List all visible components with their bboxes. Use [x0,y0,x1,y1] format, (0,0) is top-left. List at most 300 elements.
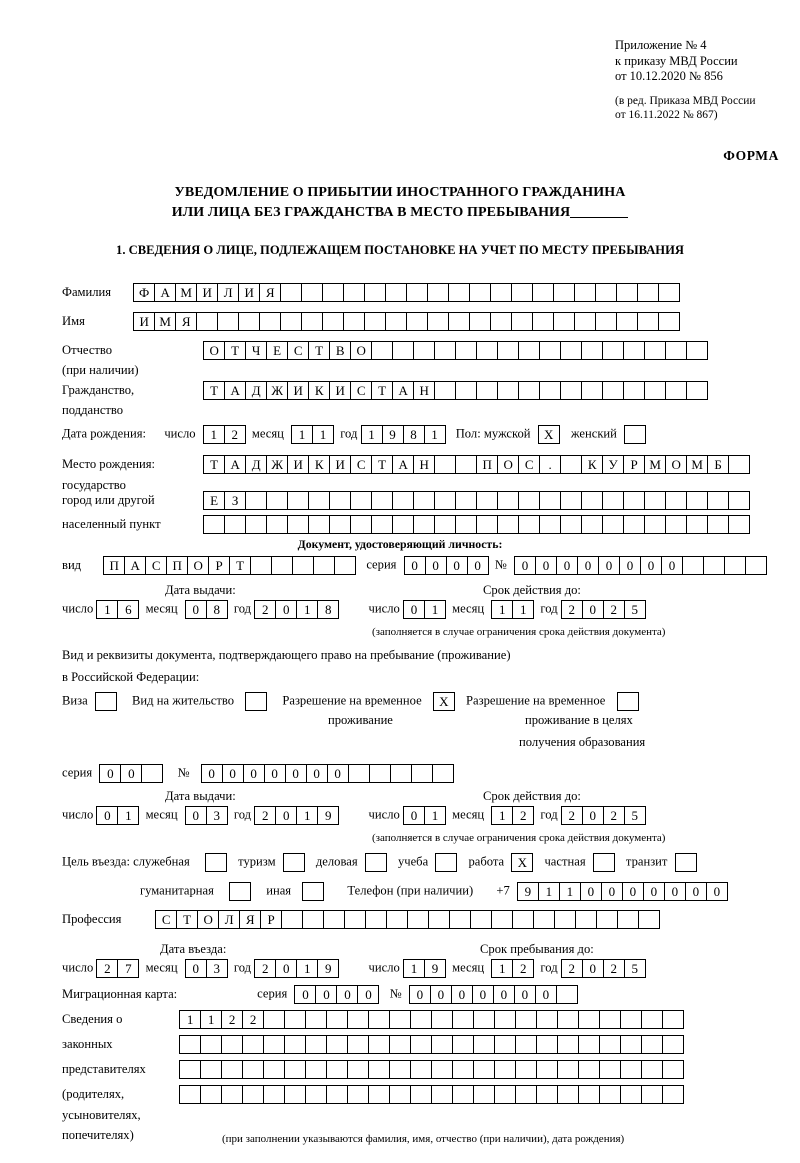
char-cell[interactable] [238,312,260,331]
char-cell[interactable] [578,1010,600,1029]
char-cell[interactable] [179,1060,201,1079]
char-cell[interactable]: 2 [221,1010,243,1029]
char-cell[interactable] [410,1060,432,1079]
char-cell[interactable]: 2 [254,959,276,978]
char-cell[interactable]: С [350,455,372,474]
char-cell[interactable] [455,515,477,534]
char-cell[interactable] [644,341,666,360]
char-cell[interactable] [322,312,344,331]
char-cell[interactable] [242,1035,264,1054]
char-cell[interactable] [533,910,555,929]
char-cell[interactable] [431,1060,453,1079]
char-cell[interactable] [448,312,470,331]
char-cell[interactable] [686,381,708,400]
char-cell[interactable]: Д [245,381,267,400]
char-cell[interactable] [301,283,323,302]
char-cell[interactable]: А [154,283,176,302]
char-cell[interactable] [497,491,519,510]
char-cell[interactable]: 0 [706,882,728,901]
char-cell[interactable]: 0 [185,806,207,825]
char-cell[interactable] [392,341,414,360]
char-cell[interactable]: Л [217,283,239,302]
char-cell[interactable] [263,1010,285,1029]
char-cell[interactable] [245,515,267,534]
char-cell[interactable] [599,1060,621,1079]
char-cell[interactable]: Т [203,381,225,400]
char-cell[interactable] [322,283,344,302]
char-cell[interactable] [620,1035,642,1054]
char-cell[interactable] [455,455,477,474]
char-cell[interactable]: З [224,491,246,510]
char-cell[interactable]: Т [203,455,225,474]
char-cell[interactable] [200,1060,222,1079]
char-cell[interactable]: 0 [582,806,604,825]
char-cell[interactable] [595,283,617,302]
char-cell[interactable] [515,1060,537,1079]
char-cell[interactable]: 3 [206,806,228,825]
char-cell[interactable] [581,491,603,510]
char-cell[interactable] [350,515,372,534]
sex-male-checkbox[interactable]: Х [538,425,560,444]
char-cell[interactable] [539,491,561,510]
char-cell[interactable] [665,381,687,400]
char-cell[interactable]: 6 [117,600,139,619]
rep-input-3[interactable] [179,1060,683,1079]
char-cell[interactable]: 1 [296,959,318,978]
char-cell[interactable] [263,1035,285,1054]
birthplace-input-1[interactable] [203,455,749,474]
char-cell[interactable] [539,341,561,360]
char-cell[interactable] [557,1010,579,1029]
char-cell[interactable]: А [224,381,246,400]
char-cell[interactable]: 0 [403,600,425,619]
char-cell[interactable]: Т [371,381,393,400]
char-cell[interactable] [515,1085,537,1104]
char-cell[interactable]: М [644,455,666,474]
char-cell[interactable]: И [133,312,155,331]
char-cell[interactable] [494,1035,516,1054]
char-cell[interactable] [344,910,366,929]
char-cell[interactable] [281,910,303,929]
char-cell[interactable]: С [518,455,540,474]
char-cell[interactable]: 9 [317,959,339,978]
char-cell[interactable] [724,556,746,575]
entry-year-input[interactable] [254,959,338,978]
char-cell[interactable] [245,491,267,510]
char-cell[interactable]: 0 [472,985,494,1004]
char-cell[interactable]: Н [413,381,435,400]
char-cell[interactable] [284,1010,306,1029]
char-cell[interactable]: О [665,455,687,474]
char-cell[interactable]: 1 [200,1010,222,1029]
char-cell[interactable]: И [329,381,351,400]
char-cell[interactable]: А [392,381,414,400]
char-cell[interactable] [703,556,725,575]
char-cell[interactable] [386,910,408,929]
char-cell[interactable]: Я [175,312,197,331]
char-cell[interactable] [536,1010,558,1029]
char-cell[interactable]: М [154,312,176,331]
char-cell[interactable]: П [166,556,188,575]
char-cell[interactable]: М [175,283,197,302]
char-cell[interactable]: В [329,341,351,360]
char-cell[interactable] [371,515,393,534]
char-cell[interactable] [553,312,575,331]
char-cell[interactable] [141,764,163,783]
char-cell[interactable] [347,1060,369,1079]
char-cell[interactable] [602,341,624,360]
char-cell[interactable] [491,910,513,929]
char-cell[interactable] [596,910,618,929]
char-cell[interactable]: 1 [491,959,513,978]
char-cell[interactable] [389,1060,411,1079]
rep-input-4[interactable] [179,1085,683,1104]
char-cell[interactable] [707,515,729,534]
char-cell[interactable]: С [155,910,177,929]
char-cell[interactable]: Ч [245,341,267,360]
char-cell[interactable] [476,381,498,400]
char-cell[interactable] [476,491,498,510]
char-cell[interactable] [284,1035,306,1054]
stay-doc-issue-month-input[interactable] [185,806,227,825]
char-cell[interactable] [470,910,492,929]
char-cell[interactable] [518,491,540,510]
char-cell[interactable] [434,381,456,400]
char-cell[interactable] [574,283,596,302]
char-cell[interactable] [473,1010,495,1029]
char-cell[interactable]: 9 [382,425,404,444]
purpose-study-checkbox[interactable] [435,853,457,872]
char-cell[interactable] [637,312,659,331]
char-cell[interactable]: 7 [117,959,139,978]
char-cell[interactable] [557,1085,579,1104]
char-cell[interactable] [347,1010,369,1029]
char-cell[interactable] [305,1010,327,1029]
char-cell[interactable]: 0 [185,600,207,619]
patronymic-input[interactable] [203,341,707,360]
stay-doc-issue-day-input[interactable] [96,806,138,825]
char-cell[interactable]: 1 [291,425,313,444]
citizenship-input[interactable] [203,381,707,400]
char-cell[interactable] [490,312,512,331]
char-cell[interactable]: И [287,381,309,400]
char-cell[interactable]: 1 [424,425,446,444]
char-cell[interactable] [271,556,293,575]
char-cell[interactable] [179,1035,201,1054]
char-cell[interactable] [658,312,680,331]
char-cell[interactable] [602,491,624,510]
char-cell[interactable] [287,515,309,534]
char-cell[interactable]: 0 [285,764,307,783]
char-cell[interactable] [326,1010,348,1029]
char-cell[interactable] [302,910,324,929]
char-cell[interactable] [665,341,687,360]
char-cell[interactable] [368,1035,390,1054]
char-cell[interactable] [575,910,597,929]
char-cell[interactable]: 0 [664,882,686,901]
char-cell[interactable] [284,1060,306,1079]
char-cell[interactable]: 0 [243,764,265,783]
char-cell[interactable]: Ф [133,283,155,302]
char-cell[interactable] [518,381,540,400]
char-cell[interactable]: 0 [96,806,118,825]
char-cell[interactable] [427,283,449,302]
char-cell[interactable] [658,283,680,302]
char-cell[interactable] [200,1035,222,1054]
char-cell[interactable] [200,1085,222,1104]
stay-doc-valid-day-input[interactable] [403,806,445,825]
char-cell[interactable]: 2 [561,600,583,619]
char-cell[interactable]: 2 [96,959,118,978]
char-cell[interactable]: П [476,455,498,474]
char-cell[interactable] [536,1085,558,1104]
char-cell[interactable] [371,341,393,360]
char-cell[interactable] [392,491,414,510]
char-cell[interactable] [284,1085,306,1104]
char-cell[interactable]: 0 [306,764,328,783]
stay-doc-valid-month-input[interactable] [491,806,533,825]
char-cell[interactable] [410,1010,432,1029]
char-cell[interactable] [662,1085,684,1104]
char-cell[interactable] [203,515,225,534]
char-cell[interactable] [280,312,302,331]
char-cell[interactable]: 0 [514,556,536,575]
char-cell[interactable]: 1 [296,600,318,619]
char-cell[interactable]: 1 [403,959,425,978]
char-cell[interactable] [556,985,578,1004]
char-cell[interactable] [343,312,365,331]
char-cell[interactable]: 0 [99,764,121,783]
char-cell[interactable] [323,910,345,929]
char-cell[interactable]: 1 [559,882,581,901]
char-cell[interactable]: Е [266,341,288,360]
migration-card-series-input[interactable] [294,985,378,1004]
char-cell[interactable] [644,515,666,534]
char-cell[interactable]: 0 [619,556,641,575]
char-cell[interactable]: А [224,455,246,474]
char-cell[interactable] [364,283,386,302]
char-cell[interactable] [407,910,429,929]
char-cell[interactable]: 1 [96,600,118,619]
char-cell[interactable] [434,515,456,534]
char-cell[interactable]: Т [371,455,393,474]
char-cell[interactable]: 2 [603,600,625,619]
char-cell[interactable] [638,910,660,929]
char-cell[interactable]: Л [218,910,240,929]
char-cell[interactable]: 9 [424,959,446,978]
char-cell[interactable] [473,1035,495,1054]
char-cell[interactable] [469,283,491,302]
char-cell[interactable]: С [350,381,372,400]
char-cell[interactable] [368,1060,390,1079]
char-cell[interactable] [494,1060,516,1079]
char-cell[interactable] [560,381,582,400]
char-cell[interactable] [432,764,454,783]
char-cell[interactable]: 2 [561,806,583,825]
char-cell[interactable] [728,491,750,510]
birth-year-input[interactable] [361,425,445,444]
char-cell[interactable] [617,910,639,929]
char-cell[interactable] [490,283,512,302]
char-cell[interactable] [539,381,561,400]
char-cell[interactable] [413,491,435,510]
char-cell[interactable]: 2 [512,959,534,978]
char-cell[interactable]: 0 [601,882,623,901]
char-cell[interactable] [434,341,456,360]
char-cell[interactable]: 0 [201,764,223,783]
char-cell[interactable] [581,341,603,360]
char-cell[interactable] [431,1010,453,1029]
char-cell[interactable] [431,1035,453,1054]
char-cell[interactable] [602,515,624,534]
visa-checkbox[interactable] [95,692,117,711]
char-cell[interactable]: 0 [535,985,557,1004]
char-cell[interactable]: Р [208,556,230,575]
char-cell[interactable]: Б [707,455,729,474]
char-cell[interactable] [455,341,477,360]
char-cell[interactable]: 0 [294,985,316,1004]
char-cell[interactable]: 2 [224,425,246,444]
char-cell[interactable]: 0 [425,556,447,575]
char-cell[interactable]: Т [229,556,251,575]
char-cell[interactable] [532,283,554,302]
char-cell[interactable] [560,455,582,474]
char-cell[interactable]: 2 [254,600,276,619]
char-cell[interactable] [581,515,603,534]
char-cell[interactable] [428,910,450,929]
char-cell[interactable] [242,1060,264,1079]
char-cell[interactable]: Т [224,341,246,360]
birth-month-input[interactable] [291,425,333,444]
char-cell[interactable] [473,1085,495,1104]
stay-day-input[interactable] [403,959,445,978]
char-cell[interactable] [266,491,288,510]
phone-input[interactable] [517,882,727,901]
purpose-business-checkbox[interactable] [365,853,387,872]
char-cell[interactable] [224,515,246,534]
char-cell[interactable]: 2 [512,806,534,825]
char-cell[interactable]: О [197,910,219,929]
char-cell[interactable] [665,515,687,534]
char-cell[interactable]: 0 [327,764,349,783]
char-cell[interactable]: 5 [624,959,646,978]
char-cell[interactable]: 1 [424,600,446,619]
char-cell[interactable]: С [145,556,167,575]
char-cell[interactable] [263,1060,285,1079]
char-cell[interactable]: О [350,341,372,360]
char-cell[interactable]: 1 [312,425,334,444]
char-cell[interactable] [620,1010,642,1029]
char-cell[interactable] [644,381,666,400]
char-cell[interactable]: М [686,455,708,474]
char-cell[interactable] [557,1035,579,1054]
char-cell[interactable]: 0 [264,764,286,783]
char-cell[interactable] [581,381,603,400]
char-cell[interactable] [385,283,407,302]
char-cell[interactable]: У [602,455,624,474]
char-cell[interactable] [301,312,323,331]
char-cell[interactable] [326,1060,348,1079]
char-cell[interactable] [313,556,335,575]
char-cell[interactable]: И [238,283,260,302]
char-cell[interactable] [662,1010,684,1029]
char-cell[interactable] [497,381,519,400]
char-cell[interactable]: С [287,341,309,360]
identity-doc-kind-input[interactable] [103,556,355,575]
char-cell[interactable]: 0 [643,882,665,901]
char-cell[interactable] [365,910,387,929]
char-cell[interactable]: 1 [296,806,318,825]
char-cell[interactable] [494,1085,516,1104]
stay-doc-valid-year-input[interactable] [561,806,645,825]
char-cell[interactable] [536,1035,558,1054]
char-cell[interactable]: 0 [622,882,644,901]
char-cell[interactable] [259,312,281,331]
char-cell[interactable]: 0 [404,556,426,575]
stay-doc-issue-year-input[interactable] [254,806,338,825]
char-cell[interactable]: К [581,455,603,474]
char-cell[interactable] [494,1010,516,1029]
char-cell[interactable] [368,1010,390,1029]
char-cell[interactable] [574,312,596,331]
char-cell[interactable] [539,515,561,534]
birth-day-input[interactable] [203,425,245,444]
char-cell[interactable] [745,556,767,575]
char-cell[interactable] [452,1010,474,1029]
char-cell[interactable]: 1 [491,600,513,619]
char-cell[interactable] [644,491,666,510]
char-cell[interactable] [620,1060,642,1079]
char-cell[interactable] [250,556,272,575]
char-cell[interactable] [305,1035,327,1054]
char-cell[interactable] [560,341,582,360]
char-cell[interactable]: К [308,455,330,474]
char-cell[interactable]: 0 [336,985,358,1004]
char-cell[interactable] [662,1035,684,1054]
char-cell[interactable] [326,1085,348,1104]
char-cell[interactable] [329,515,351,534]
char-cell[interactable]: 1 [424,806,446,825]
char-cell[interactable] [728,515,750,534]
char-cell[interactable]: 1 [361,425,383,444]
char-cell[interactable] [390,764,412,783]
char-cell[interactable]: Ж [266,381,288,400]
char-cell[interactable] [623,341,645,360]
char-cell[interactable] [329,491,351,510]
char-cell[interactable]: 2 [603,806,625,825]
char-cell[interactable] [532,312,554,331]
char-cell[interactable]: И [196,283,218,302]
char-cell[interactable] [452,1060,474,1079]
char-cell[interactable] [449,910,471,929]
char-cell[interactable]: 5 [624,600,646,619]
char-cell[interactable] [308,515,330,534]
char-cell[interactable]: 0 [451,985,473,1004]
char-cell[interactable] [616,312,638,331]
char-cell[interactable]: 2 [254,806,276,825]
char-cell[interactable] [455,491,477,510]
char-cell[interactable]: 0 [315,985,337,1004]
char-cell[interactable]: К [308,381,330,400]
char-cell[interactable] [623,515,645,534]
char-cell[interactable]: Д [245,455,267,474]
char-cell[interactable] [347,1035,369,1054]
char-cell[interactable] [511,312,533,331]
char-cell[interactable] [389,1085,411,1104]
char-cell[interactable]: А [124,556,146,575]
char-cell[interactable] [413,515,435,534]
char-cell[interactable]: 1 [179,1010,201,1029]
